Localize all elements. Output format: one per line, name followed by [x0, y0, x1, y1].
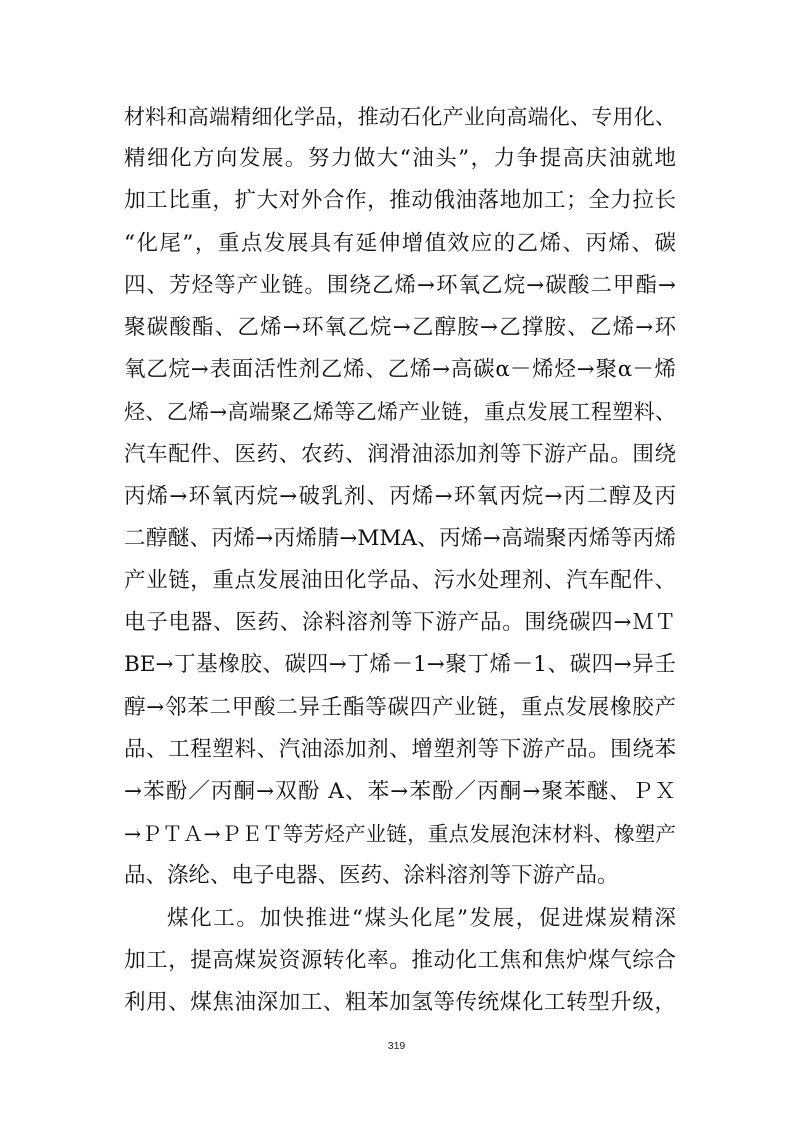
text-line: 烃、乙烯→高端聚乙烯等乙烯产业链，重点发展工程塑料、 [124, 400, 676, 425]
text-line: 煤化工。加快推进“煤头化尾”发展，促进煤炭精深 [167, 905, 676, 931]
text-line: 四、芳烃等产业链。围绕乙烯→环氧乙烷→碳酸二甲酯→ [124, 272, 676, 298]
text-line: 利用、煤焦油深加工、粗苯加氢等传统煤化工转型升级， [124, 989, 676, 1015]
text-line: →苯酚／丙酮→双酚 A、苯→苯酚／丙酮→聚苯醚、ＰＸ [124, 779, 676, 804]
text-line: 品、工程塑料、汽油添加剂、增塑剂等下游产品。围绕苯 [124, 736, 676, 762]
text-line: “化尾”，重点发展具有延伸增值效应的乙烯、丙烯、碳 [124, 230, 676, 256]
text-line: 氧乙烷→表面活性剂乙烯、乙烯→高碳α－烯烃→聚α－烯 [124, 357, 676, 383]
body-text [124, 96, 676, 1024]
page-number: 319 [387, 1040, 406, 1052]
text-line: 材料和高端精细化学品，推动石化产业向高端化、专用化、 [124, 105, 676, 129]
text-line: 加工，提高煤炭资源转化率。推动化工焦和焦炉煤气综合 [124, 947, 676, 973]
text-line: 汽车配件、医药、农药、润滑油添加剂等下游产品。围绕 [124, 441, 676, 467]
text-line: 精细化方向发展。努力做大“油头”，力争提高庆油就地 [124, 146, 676, 172]
paragraph-petrochemical [124, 96, 676, 898]
text-line: 电子电器、医药、涂料溶剂等下游产品。围绕碳四→ＭＴ [124, 610, 676, 636]
text-line: BE→丁基橡胶、碳四→丁烯－1→聚丁烯－1、碳四→异壬 [124, 652, 676, 678]
text-line: 丙烯→环氧丙烷→破乳剂、丙烯→环氧丙烷→丙二醇及丙 [124, 483, 676, 509]
text-line: 醇→邻苯二甲酸二异壬酯等碳四产业链，重点发展橡胶产 [124, 694, 676, 720]
text-line: 加工比重，扩大对外合作，推动俄油落地加工；全力拉长 [124, 188, 676, 214]
text-line: →ＰＴＡ→ＰＥＴ等芳烃产业链，重点发展泡沫材料、橡塑产 [124, 822, 676, 847]
text-line: 二醇醚、丙烯→丙烯腈→MMA、丙烯→高端聚丙烯等丙烯 [124, 525, 676, 551]
text-line: 产业链，重点发展油田化学品、污水处理剂、汽车配件、 [124, 568, 676, 594]
text-line: 聚碳酸酯、乙烯→环氧乙烷→乙醇胺→乙撑胺、乙烯→环 [124, 314, 676, 340]
paragraph-coal-chemical [124, 898, 676, 1025]
text-line: 品、涤纶、电子电器、医药、涂料溶剂等下游产品。 [124, 863, 619, 889]
